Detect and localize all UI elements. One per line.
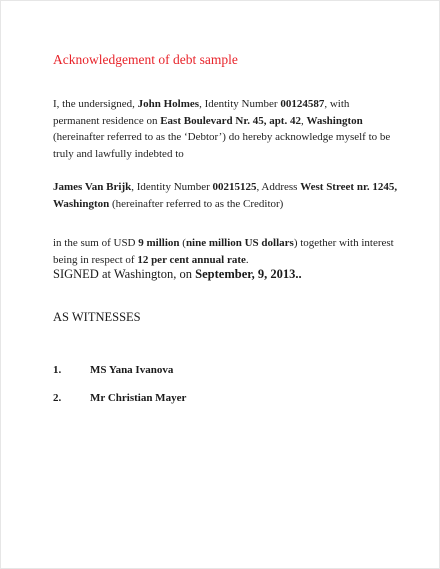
creditor-text-1: , Identity Number xyxy=(131,181,213,193)
sum-paragraph xyxy=(53,235,398,268)
signed-line xyxy=(53,267,302,282)
debtor-paragraph xyxy=(53,96,398,162)
debtor-address: East Boulevard Nr. 45, apt. 42 xyxy=(160,114,301,127)
sum-amount: 9 million xyxy=(138,237,180,249)
witness-name: MS Yana Ivanova xyxy=(90,364,174,376)
debtor-text-1: I, the undersigned, xyxy=(53,98,138,110)
witness-name: Mr Christian Mayer xyxy=(90,392,187,404)
signed-text: SIGNED at Washington, on xyxy=(53,267,196,281)
debtor-text-2: , Identity Number xyxy=(199,98,281,110)
sum-rate: 12 per cent annual rate xyxy=(137,253,246,266)
witnesses-heading: AS WITNESSES xyxy=(53,310,141,324)
debtor-id: 00124587 xyxy=(280,98,325,110)
signed-date: September, 9, 2013.. xyxy=(195,267,302,281)
creditor-text-3: (hereinafter referred to as the Creditor) xyxy=(109,197,284,210)
sum-amount-words: nine million US dollars xyxy=(185,237,294,249)
witness-row xyxy=(53,392,186,404)
sum-text-4: . xyxy=(245,253,249,266)
debtor-text-5: (hereinafter referred to as the ‘Debtor’) do hereby acknowledge myself to be truly and lawfully indebted to xyxy=(53,131,391,160)
creditor-address: West Street nr. 1245, Washington xyxy=(53,181,398,210)
debtor-city: Washington xyxy=(306,114,363,127)
creditor-text-2: , Address xyxy=(256,181,301,193)
debtor-name: John Holmes xyxy=(137,98,200,110)
creditor-id: 00215125 xyxy=(212,181,257,193)
debtor-text-3: , with permanent residence on xyxy=(53,98,350,127)
document-title: Acknowledgement of debt sample xyxy=(53,52,238,67)
witness-number: 1. xyxy=(53,364,62,376)
sum-text-3: ) together with interest being in respect of xyxy=(53,237,394,266)
sum-text-2: ( xyxy=(179,237,186,249)
witness-number: 2. xyxy=(53,392,62,404)
creditor-name: James Van Brijk xyxy=(53,181,132,193)
creditor-paragraph xyxy=(53,179,398,212)
witness-row xyxy=(53,364,173,376)
sum-text-1: in the sum of USD xyxy=(53,237,139,249)
debtor-text-4: , xyxy=(300,114,307,127)
